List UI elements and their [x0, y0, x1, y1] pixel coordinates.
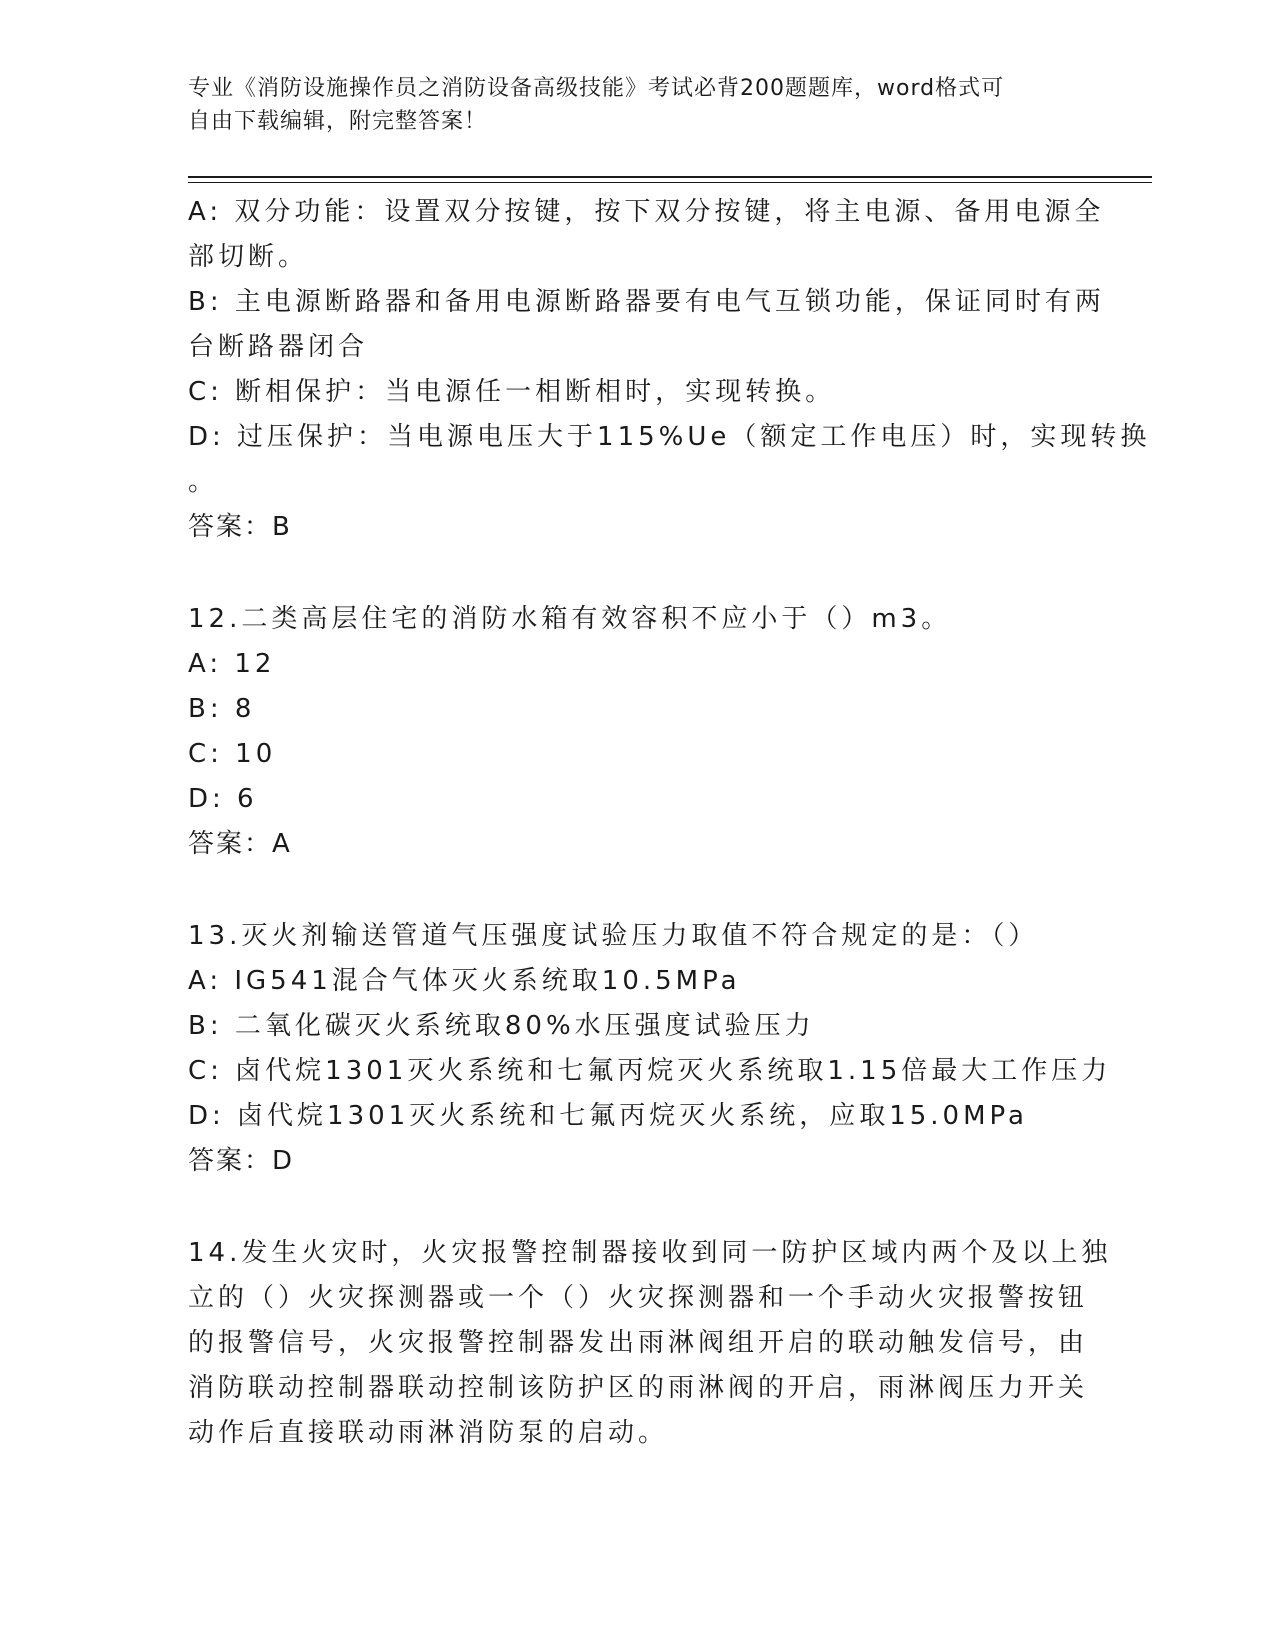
- question-14-line: 立的（）火灾探测器或一个（）火灾探测器和一个手动火灾报警按钮: [188, 1283, 1089, 1313]
- question-14-line: 的报警信号，火灾报警控制器发出雨淋阀组开启的联动触发信号，由: [188, 1328, 1089, 1358]
- header-divider-thick: [188, 176, 1152, 178]
- question-12-option-a: A: 12: [188, 649, 276, 679]
- question-14-line: 消防联动控制器联动控制该防护区的雨淋阀的开启，雨淋阀压力开关: [188, 1373, 1089, 1403]
- option-line: C: 断相保护：当电源任一相断相时，实现转换。: [188, 377, 836, 407]
- question-14-line: 动作后直接联动雨淋消防泵的启动。: [188, 1418, 669, 1448]
- spacer: [188, 550, 1088, 597]
- document-header: [188, 72, 1068, 138]
- option-line: D: 过压保护：当电源电压大于115%Ue（额定工作电压）时，实现转换: [188, 422, 1151, 452]
- question-12-option-c: C: 10: [188, 739, 277, 769]
- option-line: A: 双分功能：设置双分按键，按下双分按键，将主电源、备用电源全: [188, 197, 1105, 227]
- option-line: B: 主电源断路器和备用电源断路器要有电气互锁功能，保证同时有两: [188, 287, 1105, 317]
- question-13-option-a: A: IG541混合气体灭火系统取10.5MPa: [188, 966, 741, 996]
- option-line: 部切断。: [188, 242, 309, 272]
- option-line: 。: [188, 467, 219, 497]
- header-line-2: 自由下载编辑，附完整答案！: [188, 109, 488, 134]
- header-divider-thin: [188, 182, 1152, 183]
- question-11-answer: 答案：B: [188, 512, 292, 542]
- header-line-1: 专业《消防设施操作员之消防设备高级技能》考试必背200题题库，word格式可: [188, 76, 1005, 101]
- question-13-option-c: C: 卤代烷1301灭火系统和七氟丙烷灭火系统取1.15倍最大工作压力: [188, 1056, 1112, 1086]
- question-13-option-b: B: 二氧化碳灭火系统取80%水压强度试验压力: [188, 1011, 815, 1041]
- question-13-text: 13.灭火剂输送管道气压强度试验压力取值不符合规定的是：（）: [188, 921, 1039, 951]
- spacer: [188, 1184, 1088, 1231]
- question-12-answer: 答案：A: [188, 829, 292, 859]
- question-14-line: 14.发生火灾时，火灾报警控制器接收到同一防护区域内两个及以上独: [188, 1238, 1112, 1268]
- question-13-answer: 答案：D: [188, 1146, 295, 1176]
- question-12-option-b: B: 8: [188, 694, 256, 724]
- question-13-option-d: D: 卤代烷1301灭火系统和七氟丙烷灭火系统，应取15.0MPa: [188, 1101, 1028, 1131]
- document-body: [188, 190, 1151, 1456]
- spacer: [188, 867, 1088, 914]
- question-12-text: 12.二类高层住宅的消防水箱有效容积不应小于（）m3。: [188, 604, 952, 634]
- question-12-option-d: D: 6: [188, 784, 258, 814]
- option-line: 台断路器闭合: [188, 332, 369, 362]
- question-14-text: [188, 1231, 1112, 1456]
- question-11-options: [188, 190, 1151, 505]
